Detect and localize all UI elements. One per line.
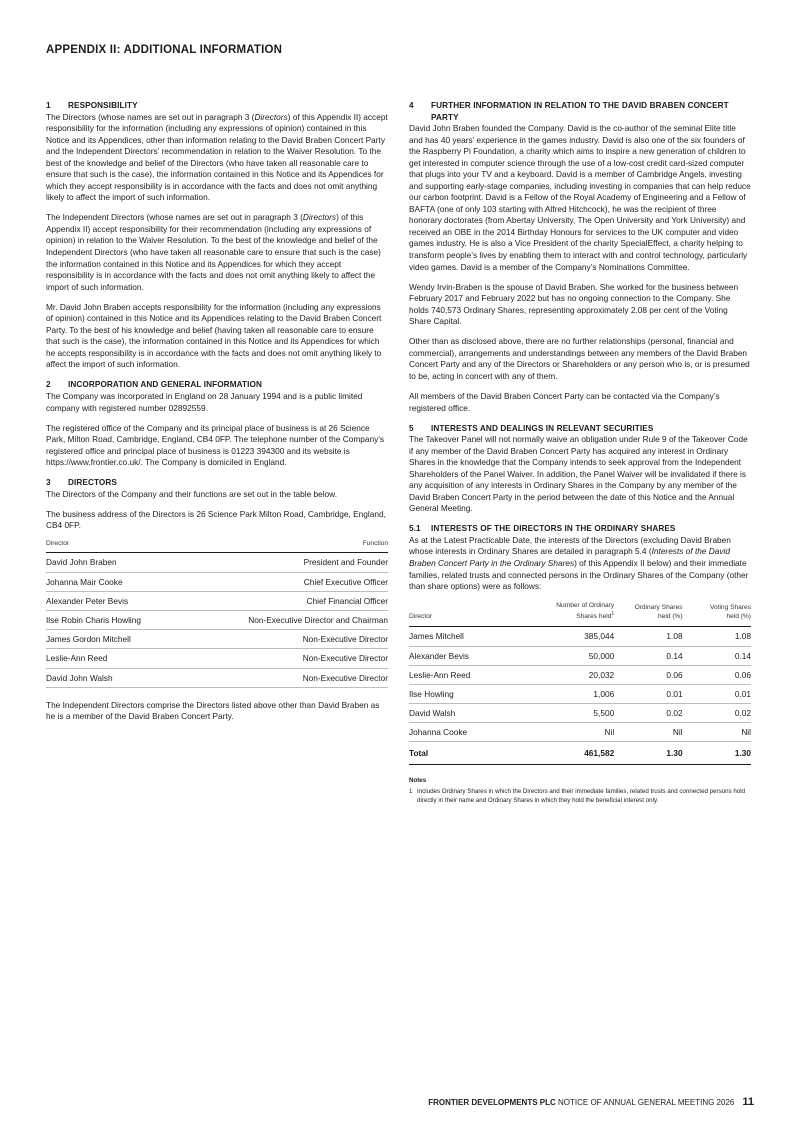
italic-ref: Directors [302, 212, 337, 223]
shares-held: 1,006 [525, 684, 614, 703]
total-row [409, 742, 751, 765]
text-span: ) of this Appendix II below) and their immediate families, related trusts and connected persons in the Ordinary Shares of the Company (other than share options) were as follows: [409, 558, 749, 592]
voting-pct: 0.06 [683, 665, 751, 684]
director-function: Chief Executive Officer [184, 572, 388, 591]
director-name: Ilse Robin Charis Howling [46, 610, 184, 629]
paragraph: The Takeover Panel will not normally waive an obligation under Rule 9 of the Takeover Code if any member of the David Braben Concert Party has acquired any interest in Ordinary Shares in the knowledge that the Company intends to seek approval from the Independent Shareholders of the Panel Waiver. In addition, the Panel Waiver will be invalidated if there is any acquisition of any interests in Ordinary Shares in the Company by any member of the David Braben Concert Party in the period between the date of this Notice and the Annual General Meeting. [409, 434, 748, 514]
paragraph: All members of the David Braben Concert Party can be contacted via the Company’s registered office. [409, 390, 720, 413]
footer-company: FRONTIER DEVELOPMENTS PLC [428, 1098, 556, 1107]
paragraph: The Independent Directors comprise the Directors listed above other than David Braben as he is a member of the David Braben Concert Party. [46, 699, 380, 722]
section-heading-5-1 [409, 523, 751, 535]
table-row [46, 610, 388, 629]
section-heading-1 [46, 100, 388, 112]
header-line: Number of Ordinary [556, 602, 615, 610]
shares-pct: 0.01 [614, 684, 682, 703]
director-function: President and Founder [184, 553, 388, 572]
section-title: RESPONSIBILITY [68, 101, 138, 110]
footnote-text: Includes Ordinary Shares in which the Directors and their immediate families, related trusts and connected persons hold directly in their name and Ordinary Shares in which they hold the beneficial interest only. [417, 788, 746, 804]
header-line: Voting Shares [709, 604, 751, 612]
footnote-marker: 1 [611, 611, 615, 618]
footer-document: NOTICE OF ANNUAL GENERAL MEETING 2026 [558, 1098, 735, 1107]
paragraph [409, 535, 751, 593]
footnote [409, 788, 751, 805]
section-title: INTERESTS AND DEALINGS IN RELEVANT SECURITIES [431, 423, 654, 433]
shares-pct: Nil [614, 723, 682, 742]
header-line: held (%) [658, 613, 683, 621]
shares-pct: 0.06 [614, 665, 682, 684]
holder-name: Leslie-Ann Reed [409, 665, 525, 684]
director-function: Non-Executive Director [184, 668, 388, 687]
footnote-number: 1 [409, 788, 413, 796]
table-row [46, 591, 388, 610]
total-voting-pct: 1.30 [683, 742, 751, 765]
holder-name: Johanna Cooke [409, 723, 525, 742]
table-row [409, 704, 751, 723]
paragraph [46, 112, 388, 204]
table-row [46, 630, 388, 649]
section-number: 3 [46, 478, 51, 488]
text-span: As at the Latest Practicable Date, the interests of the Directors (excluding David Braben whose interests in Ordinary Shares are detailed in paragraph 5.4 ( [409, 534, 731, 557]
director-function: Non-Executive Director and Chairman [184, 610, 388, 629]
total-pct: 1.30 [614, 742, 682, 765]
director-name: David John Braben [46, 553, 184, 572]
director-name: David John Walsh [46, 668, 184, 687]
shares-pct: 1.08 [614, 627, 682, 646]
shares-held: Nil [525, 723, 614, 742]
text-span: ) of this Appendix II) accept responsibility for the information (including any expressions of opinion) contained in this Notice and its Appendices, other than information relating to the David Braben Concert Party and the Independent Directors’ recommendation in relation to the Waiver Resolution. To the best of the knowledge and belief of the Directors (who have taken all reasonable care to ensure that such is the case), the information contained in this Notice and its Appendices for which they accept responsibility is in accordance with the facts and does not omit anything likely to affect the import of such information. [46, 111, 388, 203]
table-row [409, 627, 751, 646]
table-row [46, 668, 388, 687]
table-row [409, 646, 751, 665]
text-span: The Independent Directors (whose names are set out in paragraph 3 ( [46, 212, 303, 223]
header-line: held (%) [726, 613, 751, 621]
table-header-row [409, 601, 751, 627]
paragraph: The registered office of the Company and its principal place of business is at 26 Science Park, Milton Road, Cambridge, England, CB4 0FP. The telephone number of the Company’s registered office and principal place of business is 01223 394300 and its website is https://www.frontier.co.uk/. The Company is domiciled in England. [46, 422, 385, 468]
page-footer [428, 1096, 754, 1108]
paragraph: The business address of the Directors is 26 Science Park Milton Road, Cambridge, England, CB4 0FP. [46, 508, 386, 531]
section-number: 5.1 [409, 524, 421, 534]
shares-pct: 0.02 [614, 704, 682, 723]
shares-held: 385,044 [525, 627, 614, 646]
table-row [46, 649, 388, 668]
paragraph: Other than as disclosed above, there are no further relationships (personal, financial and commercial), arrangements and understandings between any members of the David Braben Concert Party and any of the Directors or Shareholders or any person who is, or is presumed to be, acting in concert with any of them. [409, 336, 750, 381]
paragraph: The Company was incorporated in England on 28 January 1994 and is a public limited company with registered number 02892559. [46, 390, 363, 413]
column-header [683, 601, 751, 627]
notes-title: Notes [409, 777, 427, 785]
director-function: Non-Executive Director [184, 630, 388, 649]
section-number: 2 [46, 380, 51, 390]
voting-pct: Nil [683, 723, 751, 742]
column-header [525, 601, 614, 627]
column-header: Function [184, 540, 388, 553]
shares-held: 20,032 [525, 665, 614, 684]
director-function: Non-Executive Director [184, 649, 388, 668]
director-name: James Gordon Mitchell [46, 630, 184, 649]
section-title: INCORPORATION AND GENERAL INFORMATION [68, 380, 262, 390]
holder-name: James Mitchell [409, 627, 525, 646]
text-span: ) of this Appendix II) accept responsibility for their recommendation (including any expressions of opinion) in relation to the Waiver Resolution. To the best of the knowledge and belief of the Independent Directors (who have taken all reasonable care to ensure that such is the case) the information contained in this Notice and its Appendices for which they accept responsibility is in accordance with the facts and does not omit anything likely to affect the import of such information. [46, 212, 381, 292]
italic-ref: Interests of the David Braben Concert Party in the Ordinary Shares [409, 546, 730, 568]
table-notes [409, 777, 751, 805]
table-row [409, 684, 751, 703]
paragraph [46, 212, 388, 293]
total-shares: 461,582 [525, 742, 614, 765]
voting-pct: 1.08 [683, 627, 751, 646]
section-number: 5 [409, 423, 414, 433]
director-name: Leslie-Ann Reed [46, 649, 184, 668]
section-heading-5 [409, 423, 751, 435]
voting-pct: 0.02 [683, 704, 751, 723]
director-function: Chief Financial Officer [184, 591, 388, 610]
table-row [409, 723, 751, 742]
holder-name: David Walsh [409, 704, 525, 723]
holder-name: Ilse Howling [409, 684, 525, 703]
voting-pct: 0.14 [683, 646, 751, 665]
column-header: Director [46, 540, 184, 553]
directors-table [46, 540, 388, 687]
paragraph: Wendy Irvin-Braben is the spouse of David Braben. She worked for the business between February 2017 and February 2022 but has no ongoing connection to the Company. She holds 740,573 Ordinary Shares, representing approximately 2.08 per cent of the Voting Share Capital. [409, 281, 739, 327]
shares-pct: 0.14 [614, 646, 682, 665]
paragraph: Mr. David John Braben accepts responsibility for the information (including any expressions of opinion) contained in this Notice and its Appendices relating to the David Braben Concert Party. To the best of his knowledge and belief (having taken all reasonable care to ensure that such is the case), the information contained in this Notice and its Appendices for which he accepts responsibility is in accordance with the facts and does not omit anything likely to affect the import of such information. [46, 301, 382, 370]
holder-name: Alexander Bevis [409, 646, 525, 665]
right-column [409, 100, 751, 805]
page-number: 11 [742, 1096, 754, 1108]
header-line: Ordinary Shares [634, 604, 683, 612]
director-name: Johanna Mair Cooke [46, 572, 184, 591]
voting-pct: 0.01 [683, 684, 751, 703]
section-heading-3 [46, 477, 388, 489]
section-heading-4 [409, 100, 751, 123]
section-title: FURTHER INFORMATION IN RELATION TO THE DAVID BRABEN CONCERT PARTY [431, 101, 729, 122]
shares-held: 50,000 [525, 646, 614, 665]
shares-held: 5,500 [525, 704, 614, 723]
column-header [614, 601, 682, 627]
paragraph: The Directors of the Company and their functions are set out in the table below. [46, 488, 338, 499]
section-title: INTERESTS OF THE DIRECTORS IN THE ORDINARY SHARES [431, 524, 676, 534]
section-heading-2 [46, 379, 388, 391]
section-title: DIRECTORS [68, 478, 117, 488]
section-number: 1 [46, 101, 51, 110]
paragraph: David John Braben founded the Company. David is the co-author of the seminal Elite title and has 40 years’ experience in the games industry. David is also one of the six founders of the Raspberry Pi Foundation, a charity which aims to inspire a new generation of children to get interested in computer science through the use of a low-cost credit card-sized computer that plugs into your TV and a keyboard. David is a member of Cambridge Angels, investing and supporting early-stage companies, including investing in companies that can help reduce our carbon footprint. David is a Fellow of the Royal Academy of Engineering and a Fellow of BAFTA (one of only 103 starting with Alfred Hitchcock), he was the recipient of three honorary doctorates (from Abertay University, The Open University and York University) and received an OBE in the 2014 Birthday Honours for services to the UK computer and video games industry. He is also a Vice President of the charity SpecialEffect, a charity helping to transform people’s lives by enabling them to interact with and control technology, particularly video games. David is a member of the Company’s Nominations Committee. [409, 123, 751, 272]
section-number: 4 [409, 101, 414, 110]
header-line: Shares held [576, 613, 612, 621]
table-header-row [46, 540, 388, 553]
italic-ref: Directors [254, 111, 288, 122]
text-span: The Directors (whose names are set out in paragraph 3 ( [46, 111, 255, 122]
column-header: Director [409, 601, 525, 627]
shareholdings-table [409, 601, 751, 765]
page-title: APPENDIX II: ADDITIONAL INFORMATION [46, 44, 283, 56]
table-row [409, 665, 751, 684]
left-column [46, 100, 388, 731]
director-name: Alexander Peter Bevis [46, 591, 184, 610]
table-row [46, 553, 388, 572]
total-label: Total [409, 742, 525, 765]
table-row [46, 572, 388, 591]
